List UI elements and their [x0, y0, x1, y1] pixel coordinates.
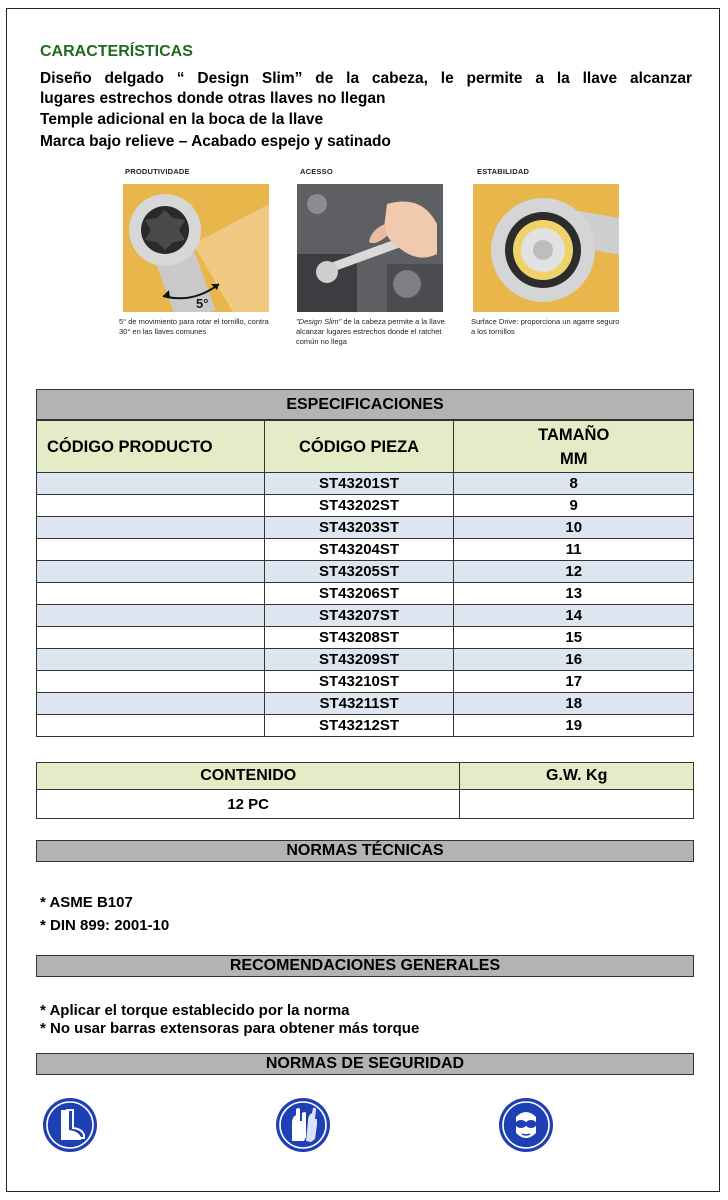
part-code-cell: ST43205ST [264, 561, 454, 583]
product-code-cell [37, 583, 265, 605]
size-cell: 14 [454, 605, 694, 627]
wrench-engine-image [297, 184, 443, 312]
product-code-cell [37, 649, 265, 671]
product-sheet [6, 8, 720, 1192]
part-code-cell: ST43202ST [264, 495, 454, 517]
size-cell: 15 [454, 627, 694, 649]
table-row [37, 583, 694, 605]
part-code-cell: ST43206ST [264, 583, 454, 605]
product-code-cell [37, 715, 265, 737]
contents-value-row [37, 790, 694, 819]
column-header-part-code: CÓDIGO PIEZA [264, 421, 454, 473]
panel-stability [471, 167, 631, 336]
wrench-rotation-image [123, 184, 269, 312]
norm-item: * ASME B107 [40, 894, 133, 911]
size-header-line1: TAMAÑO [538, 425, 610, 444]
part-code-cell: ST43210ST [264, 671, 454, 693]
size-cell: 18 [454, 693, 694, 715]
product-code-cell [37, 539, 265, 561]
table-row [37, 539, 694, 561]
recommendation-item: * Aplicar el torque establecido por la norma [40, 1002, 350, 1019]
wrench-head-image [473, 184, 619, 312]
product-code-cell [37, 605, 265, 627]
part-code-cell: ST43207ST [264, 605, 454, 627]
recommendation-item: * No usar barras extensoras para obtener más torque [40, 1020, 420, 1037]
specs-header-row [37, 421, 694, 473]
weight-value [460, 790, 694, 819]
features-title: CARACTERÍSTICAS [40, 43, 193, 60]
angle-badge: 5° [196, 296, 209, 311]
table-row [37, 495, 694, 517]
product-code-cell [37, 693, 265, 715]
content-value: 12 PC [37, 790, 460, 819]
feature-line: Diseño delgado “ Design Slim” de la cabeza, le permite a la llave alcanzar [40, 70, 692, 87]
panel-title: ACESSO [300, 167, 333, 176]
table-row [37, 473, 694, 495]
specs-title: ESPECIFICACIONES [36, 389, 694, 420]
table-row [37, 627, 694, 649]
part-code-cell: ST43212ST [264, 715, 454, 737]
product-code-cell [37, 561, 265, 583]
column-header-product-code: CÓDIGO PRODUCTO [37, 421, 265, 473]
part-code-cell: ST43211ST [264, 693, 454, 715]
size-cell: 12 [454, 561, 694, 583]
safety-goggles-icon [498, 1097, 554, 1153]
size-cell: 11 [454, 539, 694, 561]
product-code-cell [37, 671, 265, 693]
table-row [37, 605, 694, 627]
safety-boots-icon [42, 1097, 98, 1153]
contents-header-row [37, 763, 694, 790]
product-code-cell [37, 495, 265, 517]
part-code-cell: ST43209ST [264, 649, 454, 671]
content-label: CONTENIDO [37, 763, 460, 790]
feature-line: Temple adicional en la boca de la llave [40, 111, 324, 128]
part-code-cell: ST43204ST [264, 539, 454, 561]
panel-productivity [119, 167, 279, 336]
table-row [37, 715, 694, 737]
table-row [37, 561, 694, 583]
norm-item: * DIN 899: 2001-10 [40, 917, 170, 934]
product-code-cell [37, 627, 265, 649]
part-code-cell: ST43203ST [264, 517, 454, 539]
contents-table [36, 762, 694, 819]
norms-title: NORMAS TÉCNICAS [36, 840, 694, 862]
feature-line: Marca bajo relieve – Acabado espejo y satinado [40, 133, 391, 150]
panel-access [296, 167, 446, 346]
table-row [37, 649, 694, 671]
product-code-cell [37, 473, 265, 495]
size-cell: 17 [454, 671, 694, 693]
panel-caption-text: de la cabeza permite a la llave alcanzar lugares estrechos donde el ratchet común no llega [296, 317, 445, 346]
panel-caption: 5° de movimiento para rotar el tornillo, contra 30° en las llaves comunes [119, 317, 269, 336]
panel-caption-emphasis: "Design Slim" [296, 317, 342, 326]
recommendations-title: RECOMENDACIONES GENERALES [36, 955, 694, 977]
safety-gloves-icon [275, 1097, 331, 1153]
size-cell: 13 [454, 583, 694, 605]
size-cell: 9 [454, 495, 694, 517]
column-header-size [454, 421, 694, 473]
table-row [37, 671, 694, 693]
panel-title: ESTABILIDAD [477, 167, 530, 176]
panel-caption [296, 317, 446, 347]
part-code-cell: ST43208ST [264, 627, 454, 649]
panel-title: PRODUTIVIDADE [125, 167, 190, 176]
feature-line: lugares estrechos donde otras llaves no llegan [40, 90, 386, 107]
size-cell: 8 [454, 473, 694, 495]
weight-label: G.W. Kg [460, 763, 694, 790]
size-header-line2: MM [559, 449, 588, 468]
table-row [37, 517, 694, 539]
specs-table [36, 420, 694, 737]
product-code-cell [37, 517, 265, 539]
size-cell: 16 [454, 649, 694, 671]
size-cell: 19 [454, 715, 694, 737]
table-row [37, 693, 694, 715]
panel-caption: Surface Drive: proporciona un agarre seguro a los tornillos [471, 317, 620, 336]
part-code-cell: ST43201ST [264, 473, 454, 495]
safety-title: NORMAS DE SEGURIDAD [36, 1053, 694, 1075]
size-cell: 10 [454, 517, 694, 539]
